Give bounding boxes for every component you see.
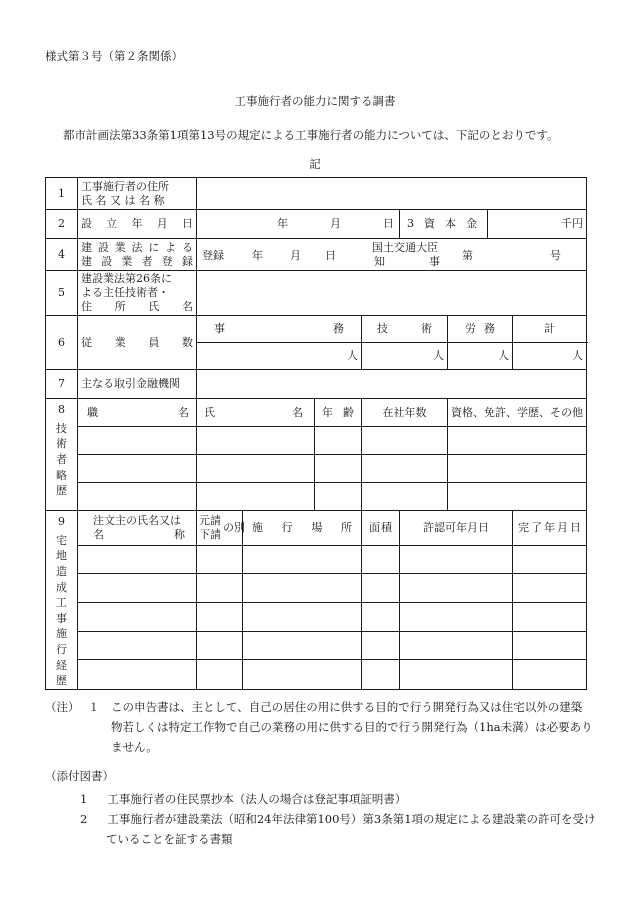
header-client: 注文主の氏名又は 名 称 [78, 511, 197, 546]
form-number: 様式第３号（第２条関係） [45, 49, 183, 63]
labor-staff-field[interactable]: 人 [448, 343, 513, 370]
client-cell[interactable] [78, 545, 197, 574]
capital-field[interactable] [488, 210, 587, 239]
construction-row [46, 660, 587, 690]
total-header: 計 [513, 316, 587, 343]
done-cell[interactable] [513, 574, 587, 603]
area-cell[interactable] [362, 660, 400, 690]
done-cell[interactable] [513, 660, 587, 690]
construction-registration-field[interactable]: 登録 年 月 日 国土交通大臣 知 事 第 号 [197, 239, 587, 271]
attachments-heading: （添付図書） [45, 769, 114, 783]
technical-staff-header: 技 術 [362, 316, 448, 343]
engineer-row [46, 483, 587, 511]
header-name: 氏 名 [197, 399, 315, 427]
site-cell[interactable] [243, 574, 362, 603]
row-bank [46, 370, 587, 399]
years-cell[interactable] [362, 455, 448, 483]
qual-cell[interactable] [448, 483, 587, 511]
attachment-item: 1 工事施行者の住民票抄本（法人の場合は登記事項証明書） [80, 792, 407, 806]
construction-row [46, 545, 587, 574]
name-cell[interactable] [197, 483, 315, 511]
header-site: 施 行 場 所 [243, 511, 362, 546]
established-date-field[interactable] [197, 210, 400, 239]
engineer-row [46, 427, 587, 455]
area-cell[interactable] [362, 602, 400, 631]
construction-row [46, 574, 587, 603]
header-permit-date: 許認可年月日 [400, 511, 513, 546]
type-cell[interactable] [197, 545, 243, 574]
age-cell[interactable] [315, 427, 362, 455]
ki-marker: 記 [309, 157, 321, 171]
capital-unit: 千円 [561, 217, 583, 231]
header-age: 年 齢 [315, 399, 362, 427]
permit-cell[interactable] [400, 574, 513, 603]
labor-staff-header: 労 務 [448, 316, 513, 343]
row-number: 1 [46, 178, 78, 210]
post-cell[interactable] [78, 427, 197, 455]
governor-text: 知 事 [374, 254, 440, 268]
month-unit: 月 [330, 217, 341, 231]
row-number: 2 [46, 210, 78, 239]
office-staff-header: 事 務 [197, 316, 362, 343]
attachment-item: 2 工事施行者が建設業法（昭和24年法律第100号）第3条第1項の規定による建設業の許可を受け [80, 812, 596, 826]
done-cell[interactable] [513, 545, 587, 574]
employees-label: 従 業 員 数 [78, 316, 197, 370]
type-cell[interactable] [197, 660, 243, 690]
site-cell[interactable] [243, 660, 362, 690]
bank-field[interactable] [197, 370, 587, 399]
construction-row [46, 602, 587, 631]
years-cell[interactable] [362, 427, 448, 455]
header-post: 職 名 [78, 399, 197, 427]
qual-cell[interactable] [448, 455, 587, 483]
post-cell[interactable] [78, 455, 197, 483]
site-cell[interactable] [243, 631, 362, 660]
row-employees-header [46, 316, 587, 343]
registration-word: 登録 [202, 248, 224, 262]
area-cell[interactable] [362, 574, 400, 603]
type-cell[interactable] [197, 631, 243, 660]
intro-text: 都市計画法第33条第1項第13号の規定による工事施行者の能力については、下記のとおりです。 [63, 128, 559, 142]
application-form-table [45, 177, 587, 690]
years-cell[interactable] [362, 483, 448, 511]
area-cell[interactable] [362, 545, 400, 574]
row-number: 5 [46, 271, 78, 316]
engineer-history-label: 8 技術者略歴 [46, 399, 78, 511]
area-cell[interactable] [362, 631, 400, 660]
row-construction-history-header [46, 511, 587, 546]
attachments-list: 1 工事施行者の住民票抄本（法人の場合は登記事項証明書） 2 工事施行者が建設業法（昭和24年法律第100号）第3条第1項の規定による建設業の許可を受け ていることを証する書類 [80, 789, 596, 849]
client-cell[interactable] [78, 631, 197, 660]
engineer-row [46, 455, 587, 483]
type-cell[interactable] [197, 602, 243, 631]
chief-engineer-label: 建設業法第26条に よる主任技術者・ 住 所 氏 名 [78, 271, 197, 316]
permit-cell[interactable] [400, 545, 513, 574]
chief-engineer-field[interactable] [197, 271, 587, 316]
header-years: 在社年数 [362, 399, 448, 427]
post-cell[interactable] [78, 483, 197, 511]
established-date-label: 設 立 年 月 日 [78, 210, 197, 239]
age-cell[interactable] [315, 455, 362, 483]
year-unit: 年 [277, 217, 288, 231]
permit-cell[interactable] [400, 602, 513, 631]
done-cell[interactable] [513, 602, 587, 631]
technical-staff-field[interactable]: 人 [362, 343, 448, 370]
client-cell[interactable] [78, 574, 197, 603]
site-cell[interactable] [243, 602, 362, 631]
row-number: 6 [46, 316, 78, 370]
header-qualifications: 資格、免許、学歴、その他 [448, 399, 587, 427]
row-number: 7 [46, 370, 78, 399]
total-field[interactable]: 人 [513, 343, 587, 370]
qual-cell[interactable] [448, 427, 587, 455]
notes-mark: （注） [45, 700, 80, 714]
bank-label: 主なる取引金融機関 [78, 370, 197, 399]
header-completion-date: 完 了 年 月 日 [513, 511, 587, 546]
day-unit: 日 [383, 217, 394, 231]
name-cell[interactable] [197, 455, 315, 483]
site-cell[interactable] [243, 545, 362, 574]
notes-body: １ この申告書は、主として、自己の居住の用に供する目的で行う開発行為又は住宅以外の建築 物若しくは特定工作物で自己の業務の用に供する目的で行う開発行為（1ha未満）は必要あり ません。 [88, 700, 593, 754]
document-title: 工事施行者の能力に関する調書 [234, 94, 396, 108]
capital-label: 3 資 本 金 [400, 210, 488, 239]
construction-history-label: 9 宅地造成工事施行経歴 [46, 511, 78, 690]
row-construction-registration [46, 239, 587, 271]
type-cell[interactable] [197, 574, 243, 603]
permit-cell[interactable] [400, 631, 513, 660]
row-chief-engineer [46, 271, 587, 316]
office-staff-field[interactable]: 人 [197, 343, 362, 370]
construction-registration-label: 建 設 業 法 に よ る 建 設 業 者 登 録 [78, 239, 197, 271]
applicant-address-field[interactable] [197, 178, 587, 210]
row-established-date [46, 210, 587, 239]
done-cell[interactable] [513, 631, 587, 660]
client-cell[interactable] [78, 660, 197, 690]
permit-cell[interactable] [400, 660, 513, 690]
client-cell[interactable] [78, 602, 197, 631]
name-cell[interactable] [197, 427, 315, 455]
applicant-address-label: 工事施行者の住所 氏 名 又 は 名 称 [78, 178, 197, 210]
row-engineer-history-header [46, 399, 587, 427]
header-area: 面 積 [362, 511, 400, 546]
header-contract-type: 元請 下請 の別 [197, 511, 243, 546]
age-cell[interactable] [315, 483, 362, 511]
minister-text: 国土交通大臣 [372, 240, 438, 254]
row-applicant-address [46, 178, 587, 210]
row-number: 4 [46, 239, 78, 271]
construction-row [46, 631, 587, 660]
